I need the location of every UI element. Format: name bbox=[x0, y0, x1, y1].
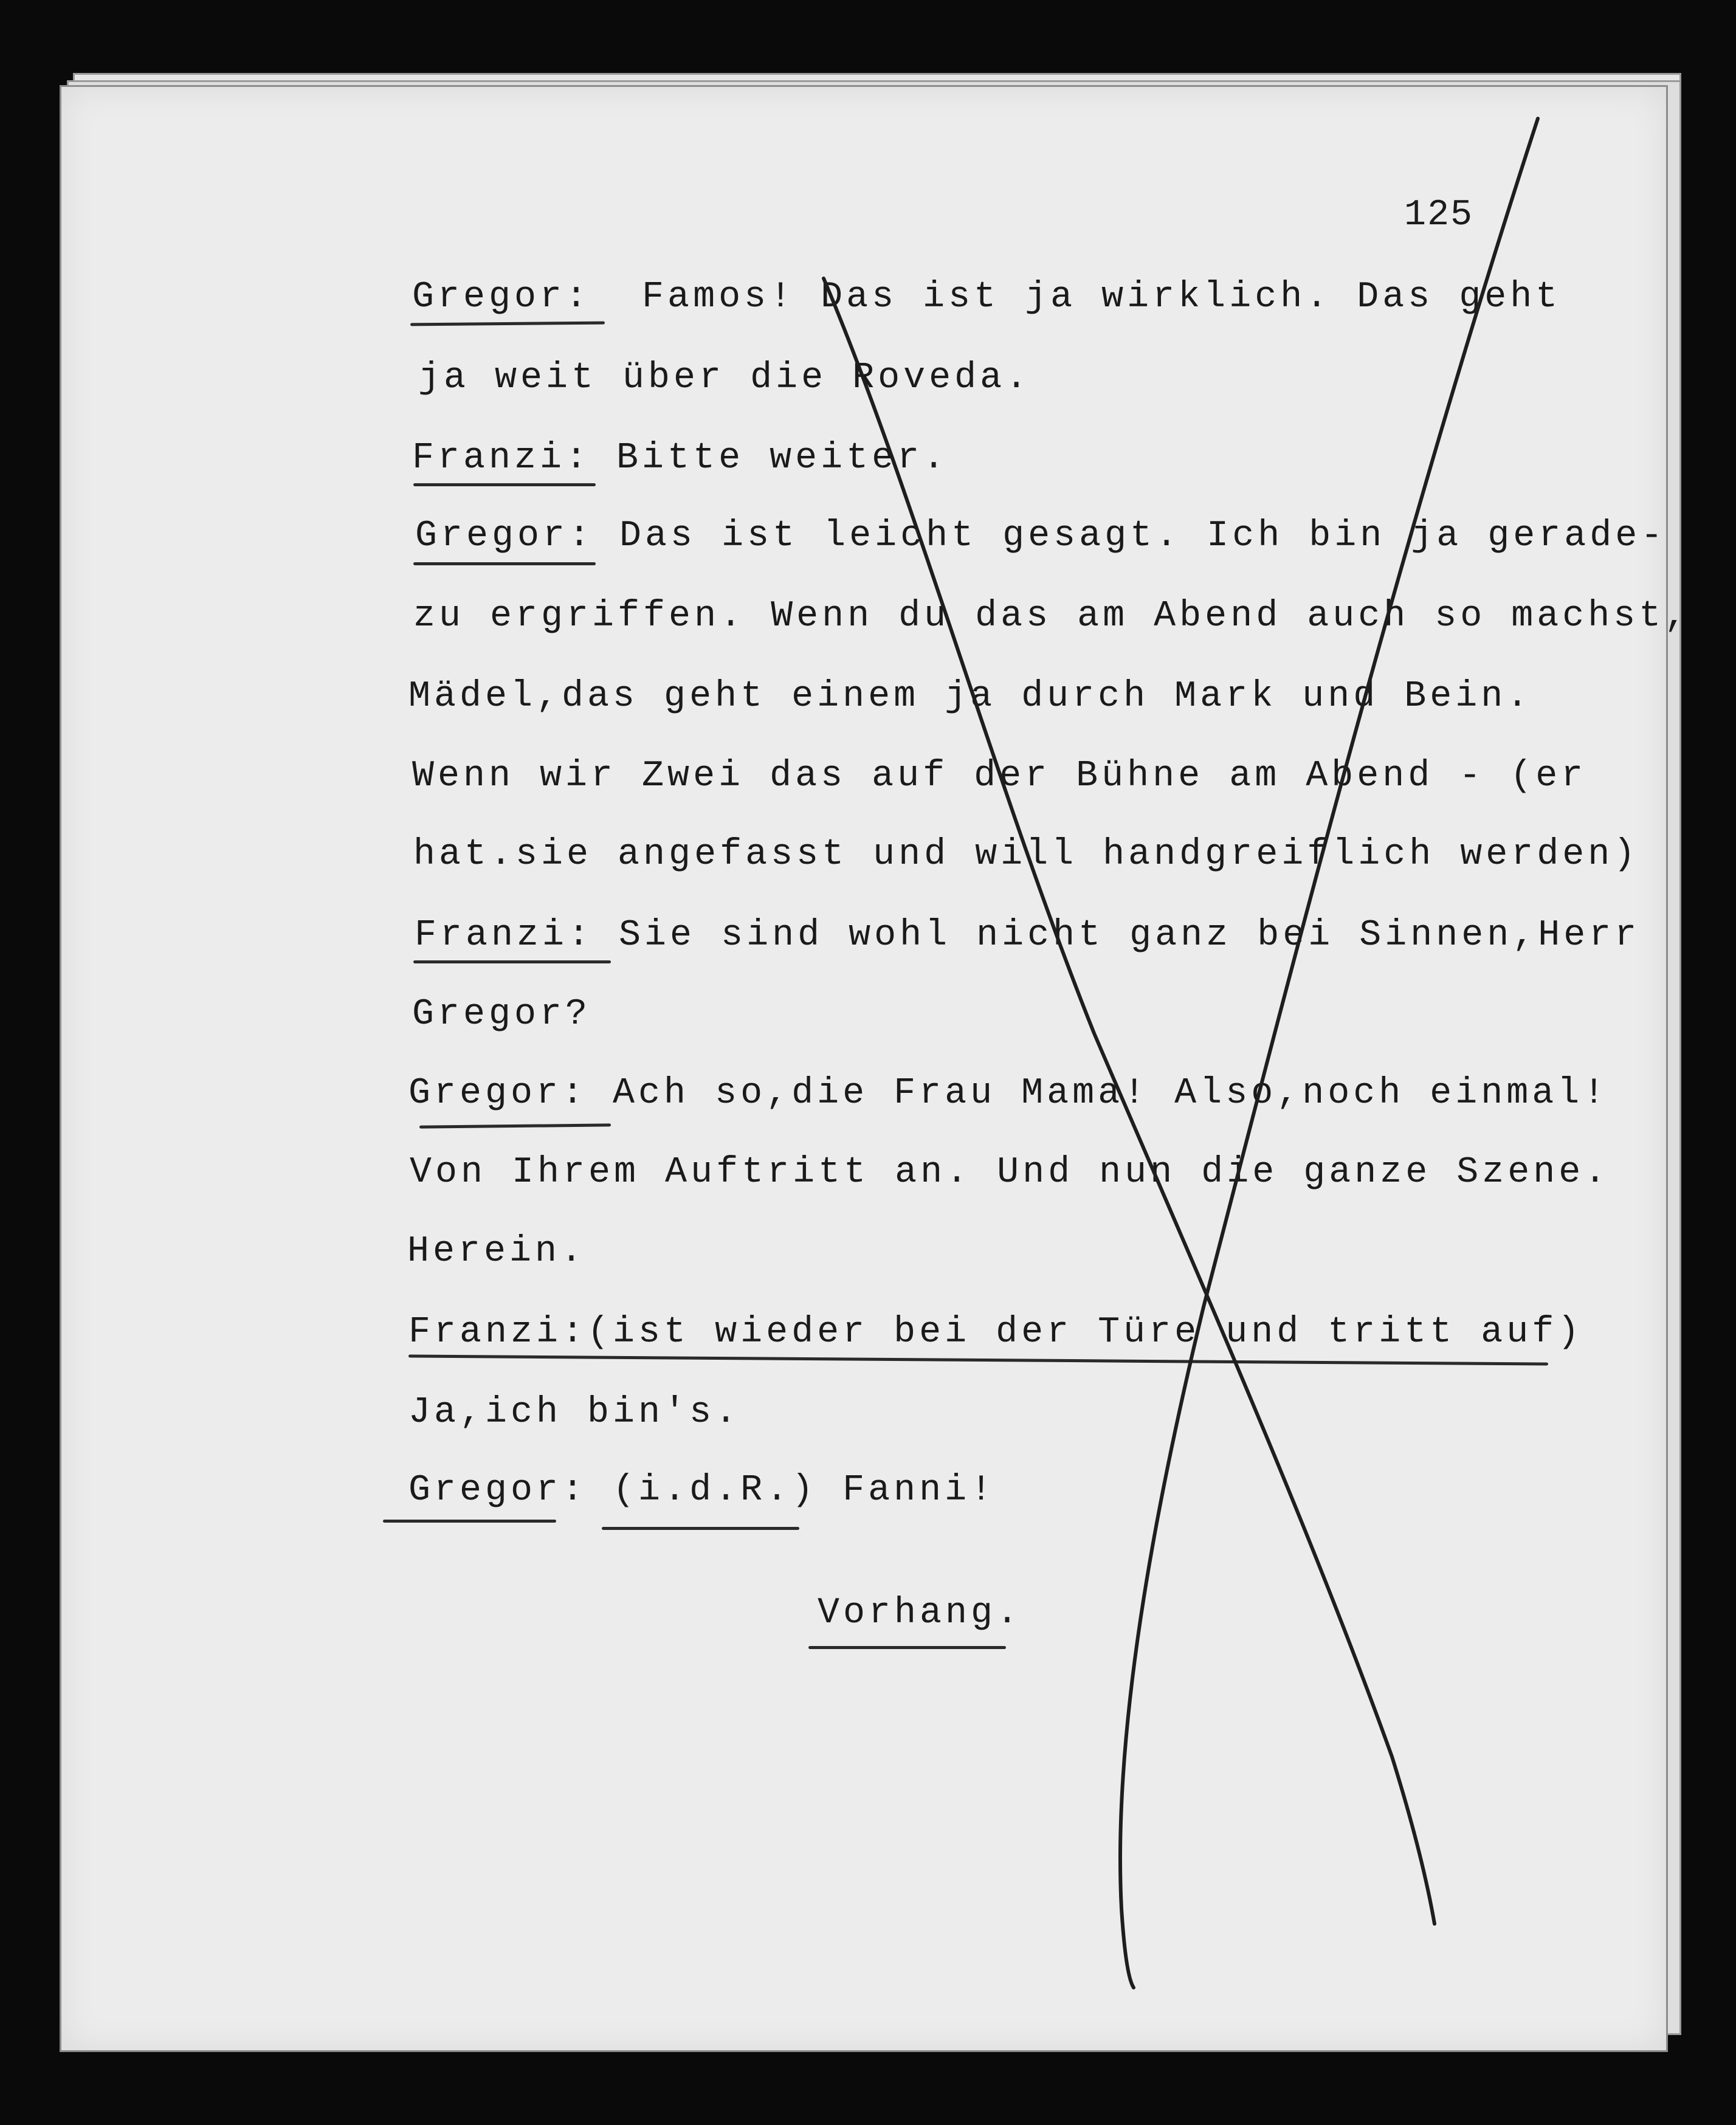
text-line: Von Ihrem Auftritt an. Und nun die ganze Szene. bbox=[410, 1152, 1610, 1193]
text-line: ja weit über die Roveda. bbox=[418, 357, 1032, 399]
text-line: Gregor? bbox=[412, 994, 591, 1035]
text-line: zu ergriffen. Wenn du das am Abend auch so machst, bbox=[413, 596, 1690, 637]
text-line: Franzi:(ist wieder bei der Türe und tritt auf) bbox=[408, 1312, 1583, 1353]
text-line: Gregor: Famos! Das ist ja wirklich. Das geht bbox=[412, 277, 1562, 318]
text-line: hat.sie angefasst und will handgreiflich werden) bbox=[413, 834, 1639, 875]
text-line: Mädel,das geht einem ja durch Mark und Bein. bbox=[408, 676, 1532, 717]
text-line: Gregor: Ach so,die Frau Mama! Also,noch einmal! bbox=[408, 1073, 1609, 1114]
text-line: Herein. bbox=[407, 1231, 587, 1272]
page-number: 125 bbox=[1404, 195, 1474, 236]
text-line: Ja,ich bin's. bbox=[408, 1392, 741, 1433]
text-line: Gregor: (i.d.R.) Fanni! bbox=[408, 1470, 996, 1511]
text-line: Franzi: Bitte weiter. bbox=[412, 438, 949, 479]
text-line: Wenn wir Zwei das auf der Bühne am Abend - (er bbox=[412, 756, 1587, 797]
text-line: Franzi: Sie sind wohl nicht ganz bei Sinnen,Herr bbox=[415, 915, 1641, 956]
text-line: Gregor: Das ist leicht gesagt. Ich bin ja gerade- bbox=[415, 515, 1667, 557]
text-line: Vorhang. bbox=[818, 1593, 1022, 1634]
